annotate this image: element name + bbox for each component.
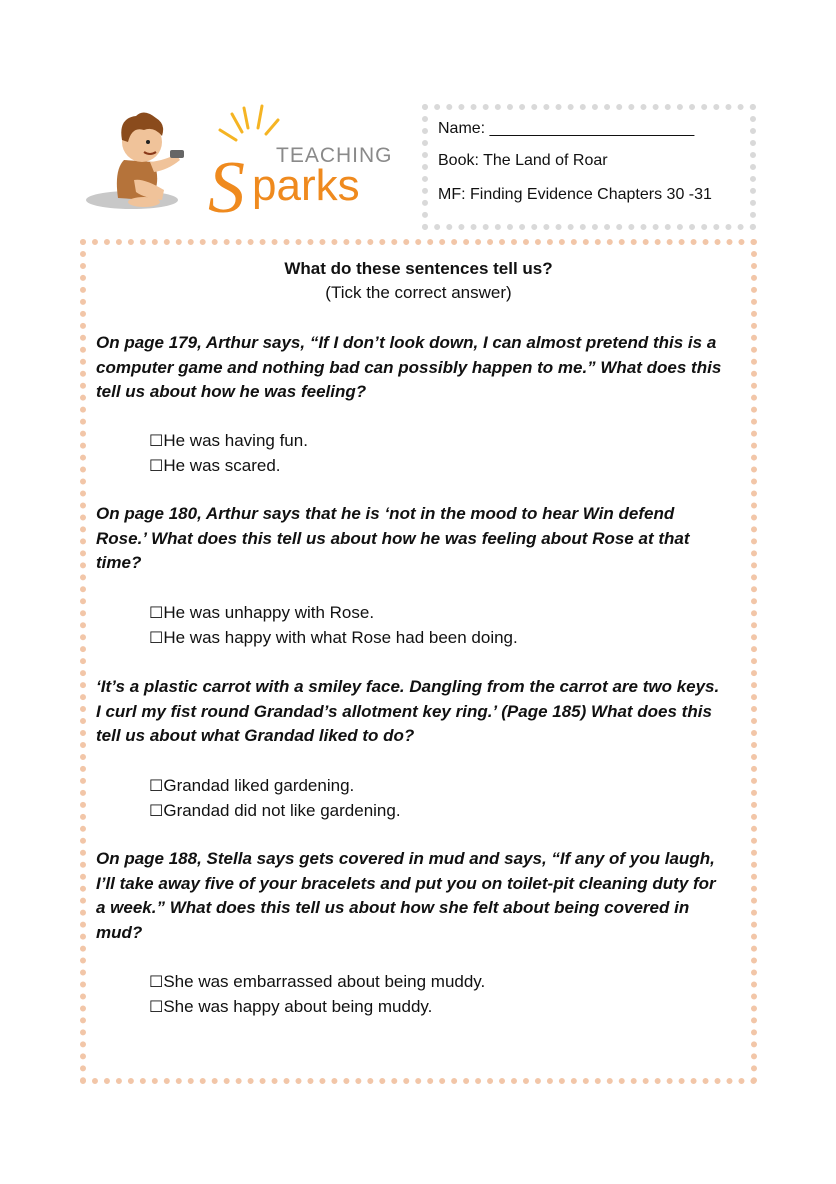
question-3 — [96, 675, 744, 749]
q2-option-2[interactable] — [149, 626, 518, 650]
question-line: ‘It’s a plastic carrot with a smiley face. Dangling from the carrot are two keys. — [96, 677, 720, 696]
question-4 — [96, 847, 744, 945]
worksheet-instruction: (Tick the correct answer) — [325, 283, 512, 302]
option-label: He was happy with what Rose had been doing. — [163, 628, 518, 647]
question-line: a week.” What does this tell us about how she felt about being covered in — [96, 898, 690, 917]
question-line: On page 188, Stella says gets covered in mud and says, “If any of you laugh, — [96, 849, 715, 868]
question-2 — [96, 502, 744, 576]
question-1 — [96, 331, 744, 405]
checkbox-icon[interactable]: ☐ — [149, 776, 164, 795]
svg-text:S: S — [208, 147, 245, 218]
question-line: tell us about what Grandad liked to do? — [96, 726, 415, 745]
option-label: Grandad liked gardening. — [163, 776, 355, 795]
checkbox-icon[interactable]: ☐ — [149, 456, 164, 475]
checkbox-icon[interactable]: ☐ — [149, 997, 164, 1016]
question-line: Rose.’ What does this tell us about how he was feeling about Rose at that — [96, 528, 690, 548]
student-info-box — [422, 104, 756, 230]
checkbox-icon[interactable]: ☐ — [149, 431, 164, 450]
question-line: tell us about how he was feeling? — [96, 382, 367, 401]
caveman-mascot-icon — [84, 100, 394, 218]
question-line: computer game and nothing bad can possibly happen to me.” What does this — [96, 357, 722, 377]
q2-option-1[interactable] — [149, 601, 374, 625]
question-line: time? — [96, 553, 142, 572]
option-label: He was unhappy with Rose. — [163, 603, 375, 622]
book-title: Book: The Land of Roar — [438, 152, 608, 169]
checkbox-icon[interactable]: ☐ — [149, 801, 164, 820]
question-line: On page 179, Arthur says, “If I don’t look down, I can almost pretend this is a — [96, 333, 717, 352]
q4-option-1[interactable] — [149, 970, 485, 994]
question-line: I curl my fist round Grandad’s allotment key ring.’ (Page 185) What does this — [96, 701, 712, 721]
name-field[interactable]: Name: _______________________ — [438, 120, 695, 137]
q1-option-2[interactable] — [149, 454, 281, 478]
option-label: She was embarrassed about being muddy. — [163, 972, 486, 991]
worksheet-title: What do these sentences tell us? — [284, 259, 553, 278]
question-line: mud? — [96, 922, 143, 942]
teaching-sparks-logo — [84, 100, 394, 218]
question-line: I’ll take away five of your bracelets and put you on toilet-pit cleaning duty for — [96, 873, 716, 893]
q3-option-1[interactable] — [149, 774, 354, 798]
worksheet-box — [80, 239, 757, 1084]
q3-option-2[interactable] — [149, 799, 401, 823]
option-label: He was having fun. — [163, 431, 308, 450]
option-label: She was happy about being muddy. — [163, 997, 433, 1016]
svg-text:TEACHING: TEACHING — [276, 144, 393, 167]
q4-option-2[interactable] — [149, 995, 432, 1019]
q1-option-1[interactable] — [149, 429, 308, 453]
checkbox-icon[interactable]: ☐ — [149, 603, 164, 622]
option-label: Grandad did not like gardening. — [163, 801, 401, 820]
question-line: On page 180, Arthur says that he is ‘not in the mood to hear Win defend — [96, 504, 675, 523]
option-label: He was scared. — [163, 456, 281, 475]
checkbox-icon[interactable]: ☐ — [149, 972, 164, 991]
svg-text:parks: parks — [252, 161, 360, 210]
checkbox-icon[interactable]: ☐ — [149, 628, 164, 647]
mf-title: MF: Finding Evidence Chapters 30 -31 — [438, 186, 712, 203]
